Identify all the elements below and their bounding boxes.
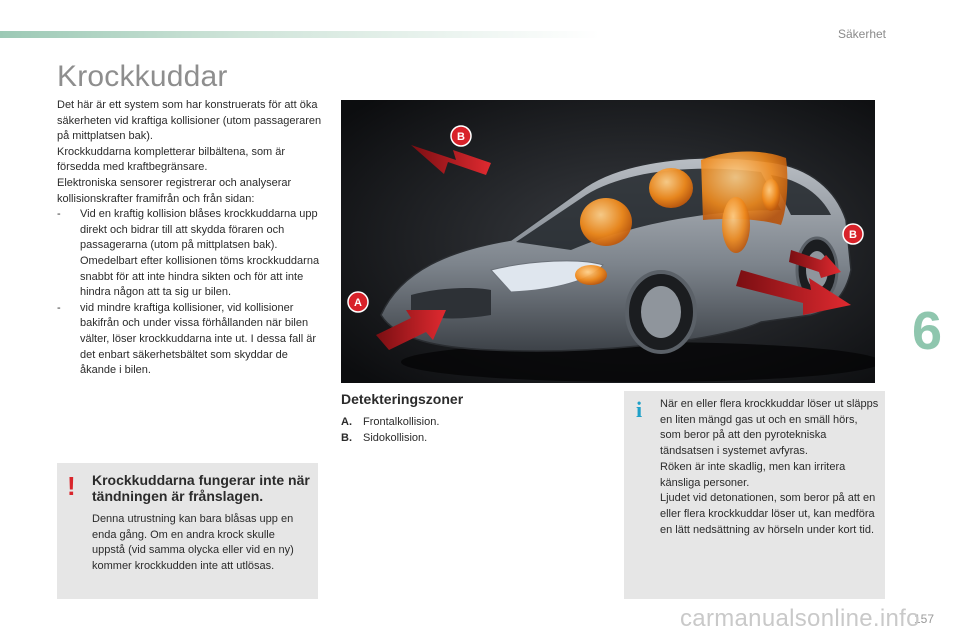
bullet-text: Vid en kraftig kollision blåses krockkuddarna upp direkt och bidrar till att skydda föraren och passagerarna (utom på mittplatsen bak). Omedelbart efter kollisionen töms krockkuddarna snabbt för att inte hindra sikten och för att inte hindra någon att ta sig ur bilen. <box>80 208 320 299</box>
info-paragraph: Ljudet vid detonationen, som beror på att en eller flera krockkuddar löser ut, kan medföra en lätt nedsättning av hörseln under kort tid. <box>660 492 876 536</box>
bullet-item <box>57 207 322 301</box>
intro-paragraph: Krockkuddarna kompletterar bilbältena, som är försedda med kraftbegränsare. <box>57 145 286 174</box>
detection-letter: A. <box>341 416 352 428</box>
detection-text: Frontalkollision. <box>363 416 440 428</box>
page-title: Krockkuddar <box>57 60 228 93</box>
bullet-item <box>57 301 322 379</box>
airbag-knee <box>575 265 607 285</box>
detection-zones-list <box>341 414 439 446</box>
airbag-side-front <box>722 197 750 253</box>
detection-zones-title: Detekteringszoner <box>341 391 464 407</box>
bullet-dash: - <box>57 208 61 221</box>
warning-title: Krockkuddarna fungerar inte när tändningen är frånslagen. <box>92 472 310 504</box>
detection-text: Sidokollision. <box>363 432 428 444</box>
car-illustration-svg <box>341 100 875 383</box>
info-text <box>660 397 880 538</box>
exclamation-icon: ! <box>67 471 76 501</box>
airbag-driver <box>580 198 632 246</box>
detection-letter: B. <box>341 432 352 444</box>
chapter-number: 6 <box>911 301 942 361</box>
airbag-car-illustration <box>341 100 875 383</box>
label-a-text: A <box>354 297 362 309</box>
label-b-right-text: B <box>849 229 857 241</box>
front-wheel-rim <box>641 286 681 338</box>
label-b-right <box>843 224 863 244</box>
info-icon: i <box>636 397 643 422</box>
page-number: 157 <box>913 612 934 626</box>
bullet-text: vid mindre kraftiga kollisioner, vid kollisioner bakifrån och under vissa förhållanden när bilen välter, löser krockkuddarna inte ut. I dessa fall är det enbart säkerhetsbältet som skyddar de åkande i bilen. <box>80 301 317 377</box>
airbag-passenger <box>649 168 693 208</box>
section-label: Säkerhet <box>837 27 886 41</box>
intro-paragraph: Det här är ett system som har konstruerats för att öka säkerheten vid kraftiga kollisioner (utom passageraren på mittplatsen bak). <box>57 99 322 143</box>
airbag-side-rear <box>762 179 780 211</box>
warning-box <box>57 463 318 599</box>
intro-text <box>57 98 322 379</box>
label-a <box>348 292 368 312</box>
label-b-top <box>451 126 471 146</box>
watermark-text: carmanualsonline.info <box>680 605 920 632</box>
label-b-top-text: B <box>457 131 465 143</box>
intro-paragraph: Elektroniska sensorer registrerar och analyserar kollisionskrafter framifrån och från sidan: <box>57 176 292 205</box>
detection-item <box>341 430 439 446</box>
info-paragraph: När en eller flera krockkuddar löser ut släpps en liten mängd gas ut och en smäll hörs, som beror på att den pyrotekniska tändsatsen i systemet avfyras. <box>660 398 879 458</box>
header-accent-bar <box>0 31 600 38</box>
warning-text: Denna utrustning kan bara blåsas upp en enda gång. Om en andra krock skulle uppstå (vid samma olycka eller vid en ny) kommer krockkudden inte att utlösas. <box>92 513 294 572</box>
detection-item <box>341 414 439 430</box>
info-paragraph: Röken är inte skadlig, men kan irritera känsliga personer. <box>660 460 846 489</box>
bullet-dash: - <box>57 301 61 314</box>
info-box <box>624 391 885 599</box>
